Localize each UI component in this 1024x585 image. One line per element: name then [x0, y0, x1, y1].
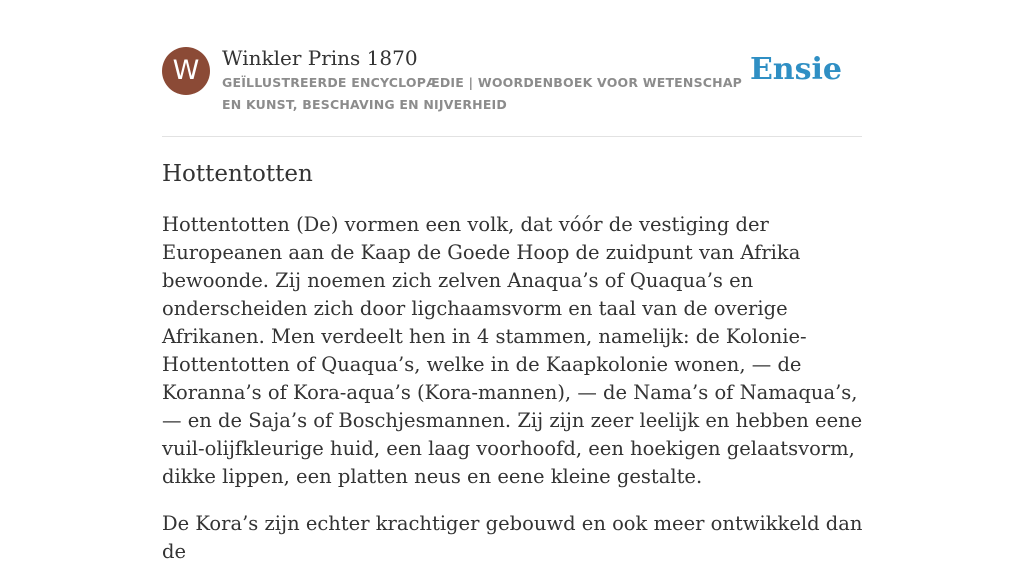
source-avatar[interactable]: W	[162, 47, 210, 95]
article-paragraph: De Kora’s zijn echter krachtiger gebouwd en ook meer ontwikkeld dan de	[162, 512, 863, 563]
article-paragraph: Hottentotten (De) vormen een volk, dat vóór de vestiging der Europeanen aan de Kaap de Goede Hoop de zuidpunt van Afrika bewoonde. Zij noemen zich zelven Anaqua’s of Quaqua’s en onderscheiden zich door ligchaamsvorm en taal van de overige Afrikanen. Men verdeelt hen in 4 stammen, namelijk: de Kolonie-Hottentotten of Quaqua’s, welke in de Kaapkolonie wonen, — de Koranna’s of Kora-aqua’s (Kora-mannen), — de Nama’s of Namaqua’s, — en de Saja’s of Boschjesmannen. Zij zijn zeer leelijk en hebben eene vuil-olijfkleurige huid, een laag voorhoofd, een hoekigen gelaatsvorm, dikke lippen, een platten neus en eene kleine gestalte.	[162, 213, 863, 488]
article-body	[162, 211, 870, 585]
ensie-logo-link[interactable]: Ensie	[749, 52, 842, 87]
source-subtitle: GEÏLLUSTREERDE ENCYCLOPÆDIE | WOORDENBOEK VOOR WETENSCHAP EN KUNST, BESCHAVING EN NIJVERHEID	[222, 75, 743, 112]
article-title: Hottentotten	[162, 161, 313, 187]
source-title-link[interactable]: Winkler Prins 1870	[222, 46, 418, 70]
source-header	[162, 44, 862, 137]
